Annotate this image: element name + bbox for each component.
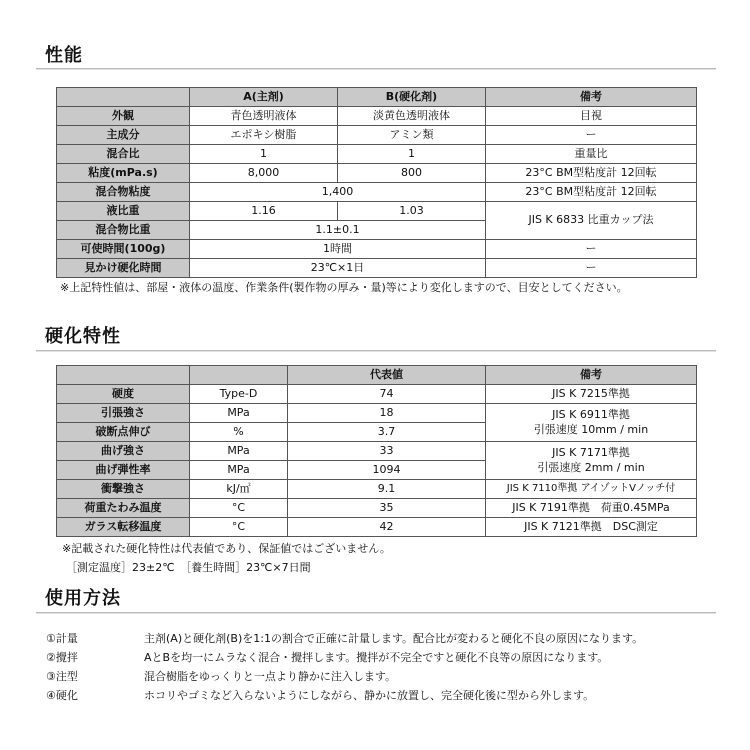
performance-footnote: ※上記特性値は、部屋・液体の温度、作業条件(製作物の厚み・量)等により変化しますので、目安としてください。 [60, 281, 628, 294]
note-cell: 目視 [486, 107, 697, 126]
row-label: 外観 [57, 107, 190, 126]
row-label: 混合比 [57, 145, 190, 164]
merged-value: 23℃×1日 [190, 259, 486, 278]
value-a: 青色透明液体 [190, 107, 338, 126]
note-cell: ー [486, 126, 697, 145]
row-label: 破断点伸び [57, 423, 190, 442]
unit-cell: Type-D [190, 385, 288, 404]
value-cell: 3.7 [288, 423, 486, 442]
step-label: ①計量 [46, 632, 78, 645]
table-row [57, 259, 697, 278]
row-label: 混合物粘度 [57, 183, 190, 202]
row-label: 粘度(mPa.s) [57, 164, 190, 183]
row-label: 引張強さ [57, 404, 190, 423]
value-cell: 18 [288, 404, 486, 423]
section-divider [36, 350, 716, 352]
row-label: 硬度 [57, 385, 190, 404]
row-label: ガラス転移温度 [57, 518, 190, 537]
step-description: 主剤(A)と硬化剤(B)を1:1の割合で正確に計量します。配合比が変わると硬化不良の原因になります。 [144, 632, 644, 645]
table-row [57, 126, 697, 145]
step-label: ③注型 [46, 670, 78, 683]
table-header-row [57, 88, 697, 107]
table-row [57, 385, 697, 404]
unit-cell: kJ/㎡ [190, 480, 288, 499]
note-line: JIS K 7171準拠 [552, 445, 630, 459]
table-row [57, 480, 697, 499]
section-title-curing: 硬化特性 [45, 326, 121, 347]
header-cell: 備考 [486, 88, 697, 107]
value-cell: 33 [288, 442, 486, 461]
note-cell: 23°C BM型粘度計 12回転 [486, 183, 697, 202]
performance-table [56, 87, 697, 278]
value-cell: 9.1 [288, 480, 486, 499]
value-b: 1.03 [338, 202, 486, 221]
merged-value: 1,400 [190, 183, 486, 202]
note-cell: JIS K 6833 比重カップ法 [486, 202, 697, 240]
row-label: 見かけ硬化時間 [57, 259, 190, 278]
note-cell: JIS K 7121準拠 DSC測定 [486, 518, 697, 537]
curing-table [56, 365, 697, 537]
row-label: 曲げ弾性率 [57, 461, 190, 480]
table-row [57, 202, 697, 221]
note-cell: 重量比 [486, 145, 697, 164]
table-row [57, 240, 697, 259]
row-label: 衝撃強さ [57, 480, 190, 499]
step-description: AとBを均一にムラなく混合・攪拌します。攪拌が不完全ですと硬化不良等の原因になります。 [144, 651, 609, 664]
note-line: 引張速度 10mm / min [533, 422, 649, 436]
unit-cell: MPa [190, 404, 288, 423]
note-cell: 23°C BM型粘度計 12回転 [486, 164, 697, 183]
section-title-performance: 性能 [45, 45, 83, 66]
unit-cell: °C [190, 518, 288, 537]
row-label: 液比重 [57, 202, 190, 221]
header-cell: B(硬化剤) [338, 88, 486, 107]
value-cell: 1094 [288, 461, 486, 480]
header-cell [57, 88, 190, 107]
value-b: 1 [338, 145, 486, 164]
section-divider [36, 68, 716, 70]
value-a: 1.16 [190, 202, 338, 221]
table-row [57, 499, 697, 518]
row-label: 混合物比重 [57, 221, 190, 240]
table-header-row [57, 366, 697, 385]
note-cell: JIS K 7215準拠 [486, 385, 697, 404]
row-label: 主成分 [57, 126, 190, 145]
table-row [57, 183, 697, 202]
unit-cell: MPa [190, 461, 288, 480]
merged-value: 1.1±0.1 [190, 221, 486, 240]
value-a: 8,000 [190, 164, 338, 183]
value-b: 淡黄色透明液体 [338, 107, 486, 126]
note-line: 引張速度 2mm / min [537, 460, 645, 474]
note-cell [486, 404, 697, 442]
header-cell: 備考 [486, 366, 697, 385]
row-label: 曲げ強さ [57, 442, 190, 461]
row-label: 可使時間(100g) [57, 240, 190, 259]
curing-conditions: ［測定温度］23±2℃ ［養生時間］23℃×7日間 [66, 561, 311, 574]
value-a: 1 [190, 145, 338, 164]
value-b: アミン類 [338, 126, 486, 145]
header-cell: A(主剤) [190, 88, 338, 107]
value-cell: 35 [288, 499, 486, 518]
unit-cell: % [190, 423, 288, 442]
value-a: エポキシ樹脂 [190, 126, 338, 145]
note-cell: ー [486, 240, 697, 259]
table-row [57, 107, 697, 126]
note-line: JIS K 6911準拠 [552, 407, 630, 421]
table-row [57, 442, 697, 461]
section-title-usage: 使用方法 [45, 588, 121, 609]
unit-cell: °C [190, 499, 288, 518]
table-row [57, 404, 697, 423]
merged-value: 1時間 [190, 240, 486, 259]
table-row [57, 518, 697, 537]
value-cell: 42 [288, 518, 486, 537]
section-divider [36, 612, 716, 614]
table-row [57, 164, 697, 183]
value-cell: 74 [288, 385, 486, 404]
step-label: ②攪拌 [46, 651, 78, 664]
step-description: 混合樹脂をゆっくりと一点より静かに注入します。 [144, 670, 397, 683]
note-cell: JIS K 7191準拠 荷重0.45MPa [486, 499, 697, 518]
step-description: ホコリやゴミなど入らないようにしながら、静かに放置し、完全硬化後に型から外します。 [144, 689, 595, 702]
curing-footnote: ※記載された硬化特性は代表値であり、保証値ではございません。 [62, 542, 391, 555]
note-cell [486, 442, 697, 480]
header-cell [57, 366, 190, 385]
note-cell: ー [486, 259, 697, 278]
table-row [57, 145, 697, 164]
value-b: 800 [338, 164, 486, 183]
row-label: 荷重たわみ温度 [57, 499, 190, 518]
step-label: ④硬化 [46, 689, 78, 702]
note-cell: JIS K 7110準拠 アイゾットVノッチ付 [486, 480, 697, 499]
unit-cell: MPa [190, 442, 288, 461]
header-cell [190, 366, 288, 385]
header-cell: 代表値 [288, 366, 486, 385]
